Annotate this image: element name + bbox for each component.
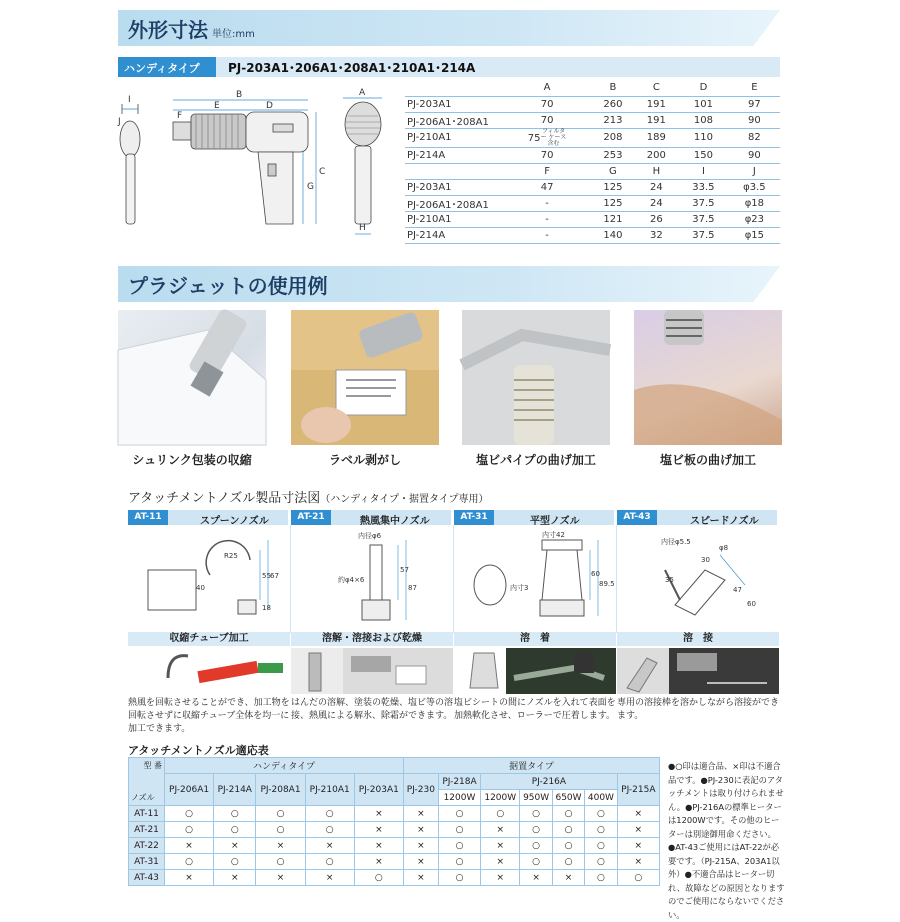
nozzle-code: AT-31: [454, 510, 494, 525]
dim-text: 47: [733, 586, 742, 594]
model-header: PJ-214A: [214, 774, 256, 806]
shrink-wrap-illustration: [118, 310, 266, 445]
dim-label-e: E: [214, 101, 220, 111]
compat-cell: ○: [438, 870, 480, 886]
value-cell: 150: [678, 147, 729, 163]
compat-cell: ○: [520, 838, 552, 854]
compat-cell: ×: [481, 822, 520, 838]
compat-cell: ×: [256, 838, 305, 854]
dim-label-d: D: [266, 101, 273, 111]
model-header: PJ-210A1: [305, 774, 354, 806]
compat-cell: ○: [481, 806, 520, 822]
compat-model-row: [129, 774, 660, 790]
section-title-usage: プラジェットの使用例: [128, 274, 328, 298]
compat-cell: ×: [403, 806, 438, 822]
value-cell: 101: [678, 96, 729, 112]
model-cell: PJ-210A1: [405, 128, 503, 147]
compat-cell: ○: [438, 822, 480, 838]
compat-cell: ○: [585, 838, 617, 854]
value-cell: 253: [591, 147, 634, 163]
compat-cell: ○: [256, 854, 305, 870]
dim-text: 18: [262, 604, 271, 612]
compat-cell: ○: [438, 806, 480, 822]
use-desc-melting: はんだの溶解、塗装の乾燥、塩ビ等の溶接、熱風による解氷、除霜ができます。: [291, 698, 454, 721]
compat-cell: ×: [481, 838, 520, 854]
corner-cell: [129, 758, 165, 806]
dim-text: 67: [270, 572, 279, 580]
compat-cell: ○: [305, 806, 354, 822]
value-cell: 24: [635, 179, 678, 195]
compat-cell: ○: [520, 854, 552, 870]
compat-cell: ×: [481, 870, 520, 886]
compat-cell: ○: [617, 870, 659, 886]
value-cell: 82: [729, 128, 780, 147]
use-label-welding: 溶 接: [617, 632, 779, 646]
use-photo-shrink-tube: [128, 648, 290, 694]
model-header: PJ-203A1: [354, 774, 403, 806]
value-cell: 260: [591, 96, 634, 112]
panel-divider: [616, 525, 617, 633]
model-cell: PJ-206A1･208A1: [405, 112, 503, 128]
pipe-bending-illustration: [462, 310, 610, 445]
model-header: PJ-215A: [617, 774, 659, 806]
compat-table: [128, 757, 660, 886]
compat-body: [129, 806, 660, 886]
dim-header-blank: [405, 80, 503, 96]
compat-cell: ○: [520, 806, 552, 822]
photo-pvc-sheet-bending: [634, 310, 782, 445]
compat-cell: ×: [165, 870, 214, 886]
use-photo-fusion: [454, 648, 616, 694]
dim-text: 30: [701, 556, 710, 564]
nozzle-name: スプーンノズル: [200, 516, 269, 527]
dim-header: B: [591, 80, 634, 96]
dim-text: 内寸42: [542, 531, 565, 539]
compat-cell: ×: [403, 838, 438, 854]
dim-header: G: [591, 163, 634, 179]
use-label-shrink-tube: 収縮チューブ加工: [128, 632, 290, 646]
value-cell: 32: [635, 227, 678, 243]
section-title-dimensions: [128, 14, 255, 43]
section-title-text: 外形寸法: [128, 18, 208, 42]
drawing-at43: [625, 530, 775, 625]
value-cell: φ18: [729, 195, 780, 211]
compat-cell: ×: [617, 838, 659, 854]
compat-cell: ×: [354, 806, 403, 822]
nozzle-code: AT-43: [617, 510, 657, 525]
handy-model-list: PJ-203A1･206A1･208A1･210A1･214A: [228, 61, 476, 75]
use-photo-welding: [617, 648, 779, 694]
nozzle-name-cell: AT-43: [129, 870, 165, 886]
dim-header: J: [729, 163, 780, 179]
compat-cell: ○: [552, 806, 584, 822]
corner-top-label: 型 番: [143, 761, 162, 770]
compat-cell: ○: [585, 822, 617, 838]
watt-header: 950W: [520, 790, 552, 806]
model-cell: PJ-203A1: [405, 179, 503, 195]
value-cell: 26: [635, 211, 678, 227]
table-row: [405, 147, 780, 163]
caption-pipe-bending: 塩ビパイプの曲げ加工: [476, 453, 596, 467]
dim-text: 40: [196, 584, 205, 592]
attachment-title-text: アタッチメントノズル製品寸法図: [128, 491, 321, 506]
filter-case-note: フィルター ケース含む: [540, 127, 567, 147]
dim-text: 60: [591, 570, 600, 578]
compat-cell: ○: [438, 838, 480, 854]
dimension-drawing: [118, 84, 403, 244]
nozzle-name: スピードノズル: [690, 516, 759, 527]
dim-label-a: A: [359, 88, 366, 98]
compat-cell: ○: [214, 806, 256, 822]
compat-cell: ×: [305, 838, 354, 854]
compat-title: アタッチメントノズル適応表: [128, 744, 269, 757]
value-cell: 47: [503, 179, 591, 195]
dim-label-j: J: [118, 117, 121, 127]
compat-cell: ○: [552, 822, 584, 838]
dimension-table: [405, 80, 780, 244]
table-row: [405, 128, 780, 147]
label-removal-illustration: [291, 310, 439, 445]
compat-cell: ×: [214, 870, 256, 886]
photo-shrink-wrap: [118, 310, 266, 445]
value-cell: φ3.5: [729, 179, 780, 195]
value-cell: φ23: [729, 211, 780, 227]
compat-cell: ○: [214, 822, 256, 838]
dim-header-blank: [405, 163, 503, 179]
use-label-melting: 溶解・溶接および乾燥: [291, 632, 453, 646]
compat-cell: ○: [552, 854, 584, 870]
photo-pvc-pipe-bending: [462, 310, 610, 445]
nozzle-name: 熱風集中ノズル: [360, 516, 430, 527]
drawing-at11: [140, 530, 280, 625]
compat-cell: ○: [438, 854, 480, 870]
value-cell: 208: [591, 128, 634, 147]
compat-cell: ×: [403, 870, 438, 886]
value-cell: 191: [635, 96, 678, 112]
compat-cell: ○: [354, 870, 403, 886]
table-row: [129, 854, 660, 870]
model-header: PJ-206A1: [165, 774, 214, 806]
model-cell: PJ-210A1: [405, 211, 503, 227]
value-cell: 213: [591, 112, 634, 128]
compat-cell: ×: [552, 870, 584, 886]
dim-text: R25: [224, 552, 238, 560]
nozzle-name-cell: AT-31: [129, 854, 165, 870]
dim-header: E: [729, 80, 780, 96]
value-cell: 140: [591, 227, 634, 243]
watt-header: 1200W: [438, 790, 480, 806]
dim-text: 内径φ6: [358, 532, 382, 540]
value-cell: -: [503, 227, 591, 243]
dim-text: 89.5: [599, 580, 615, 588]
nozzle-name-cell: AT-11: [129, 806, 165, 822]
value-cell: -: [503, 211, 591, 227]
compat-cell: ×: [256, 870, 305, 886]
nozzle-name-cell: AT-21: [129, 822, 165, 838]
model-cell: PJ-203A1: [405, 96, 503, 112]
dim-text: 内径φ5.5: [661, 538, 691, 546]
dim-text: 57: [400, 566, 409, 574]
dim-text: 87: [408, 584, 417, 592]
dim-text: 約φ4×6: [338, 576, 365, 584]
compat-cell: ×: [617, 806, 659, 822]
watt-header: 650W: [552, 790, 584, 806]
table-row: [405, 112, 780, 128]
compat-cell: ×: [403, 822, 438, 838]
dim-header: C: [635, 80, 678, 96]
drawing-at21: [300, 530, 450, 625]
value-cell: 37.5: [678, 227, 729, 243]
table-row: [129, 822, 660, 838]
compat-cell: ○: [585, 870, 617, 886]
dim-table-header-2: [405, 163, 780, 179]
watt-header: 1200W: [481, 790, 520, 806]
compat-cell: ×: [214, 838, 256, 854]
value-cell: 189: [635, 128, 678, 147]
value-cell: 70: [503, 112, 591, 128]
nozzle-code: AT-11: [128, 510, 168, 525]
compat-notes: ●○印は適合品、×印は不適合品です。●PJ-230に表記のアタッチメントは取り付けられません。●PJ-216Aの標準ヒーターは1200Wです。その他のヒーターは別途御用命ください。●AT-43ご使用にはAT-22が必要です。（PJ-215A、203A1以外）●不適合品はヒーター切れ、故障などの原因となりますのでご使用にならないでください。: [668, 761, 785, 920]
compat-cell: ×: [617, 854, 659, 870]
dim-label-c: C: [319, 167, 326, 177]
model-header: PJ-208A1: [256, 774, 305, 806]
dim-header: F: [503, 163, 591, 179]
caption-label-removal: ラベル剥がし: [328, 453, 401, 467]
value-cell: 33.5: [678, 179, 729, 195]
model-header: PJ-216A: [481, 774, 617, 790]
table-row: [129, 806, 660, 822]
value-cell-with-note: [503, 128, 591, 147]
value-cell: 97: [729, 96, 780, 112]
value-cell: 125: [591, 179, 634, 195]
compat-group-row: [129, 758, 660, 774]
value-text: 75: [527, 132, 541, 144]
drawing-at31: [462, 530, 615, 625]
value-cell: 191: [635, 112, 678, 128]
value-cell: 90: [729, 147, 780, 163]
compat-cell: ○: [256, 806, 305, 822]
dim-label-h: H: [359, 223, 366, 233]
value-cell: 37.5: [678, 211, 729, 227]
compat-cell: ○: [214, 854, 256, 870]
unit-label: 単位:mm: [212, 29, 255, 40]
compat-cell: ○: [305, 822, 354, 838]
compat-cell: ○: [305, 854, 354, 870]
use-desc-welding: 専用の溶接棒を溶かしながら溶接ができます。: [617, 698, 780, 721]
use-photo-melting: [291, 648, 453, 694]
dim-label-g: G: [307, 182, 314, 192]
value-cell: -: [503, 195, 591, 211]
dim-text: 35: [665, 576, 674, 584]
compat-cell: ○: [256, 822, 305, 838]
table-row: [405, 211, 780, 227]
compat-cell: ×: [481, 854, 520, 870]
compat-cell: ×: [354, 838, 403, 854]
value-cell: 70: [503, 96, 591, 112]
table-row: [129, 870, 660, 886]
nozzle-code: AT-21: [291, 510, 331, 525]
group-station: 据置タイプ: [403, 758, 659, 774]
value-cell: 70: [503, 147, 591, 163]
dim-text: 内寸3: [510, 584, 529, 592]
use-desc-shrink-tube: 熱風を回転させることができ、加工物を回転させずに収縮チューブ全体を均一に加工できます。: [128, 698, 290, 734]
attachment-subtitle: （ハンディタイプ・据置タイプ専用）: [320, 494, 489, 505]
use-desc-fusion: 塩ビシートの間にノズルを入れて表面を加熱軟化させ、ローラーで圧着します。: [454, 698, 616, 721]
model-header: PJ-218A: [438, 774, 480, 790]
value-cell: 125: [591, 195, 634, 211]
compat-cell: ○: [552, 838, 584, 854]
dim-table-header-1: [405, 80, 780, 96]
compat-cell: ×: [354, 854, 403, 870]
dim-header: I: [678, 163, 729, 179]
value-cell: 37.5: [678, 195, 729, 211]
use-label-fusion: 溶 着: [454, 632, 616, 646]
model-cell: PJ-214A: [405, 147, 503, 163]
value-cell: 90: [729, 112, 780, 128]
value-cell: 121: [591, 211, 634, 227]
dim-label-b: B: [236, 90, 243, 100]
panel-divider: [453, 525, 454, 633]
dim-header: A: [503, 80, 591, 96]
table-row: [405, 96, 780, 112]
dim-text: 60: [747, 600, 756, 608]
compat-cell: ×: [617, 822, 659, 838]
caption-sheet-bending: 塩ビ板の曲げ加工: [659, 453, 756, 467]
compat-cell: ○: [520, 822, 552, 838]
compat-cell: ○: [165, 854, 214, 870]
model-cell: PJ-214A: [405, 227, 503, 243]
table-row: [129, 838, 660, 854]
dim-text: φ8: [719, 544, 729, 552]
handy-type-badge: ハンディタイプ: [118, 57, 216, 77]
value-cell: 200: [635, 147, 678, 163]
corner-bottom-label: ノズル: [131, 793, 155, 802]
sheet-bending-illustration: [634, 310, 782, 445]
compat-cell: ×: [354, 822, 403, 838]
value-cell: 110: [678, 128, 729, 147]
dim-label-i: I: [128, 95, 131, 105]
compat-cell: ×: [520, 870, 552, 886]
watt-header: 400W: [585, 790, 617, 806]
compat-cell: ×: [305, 870, 354, 886]
caption-shrink-wrap: シュリンク包装の収縮: [132, 453, 252, 467]
value-cell: φ15: [729, 227, 780, 243]
dim-header: H: [635, 163, 678, 179]
photo-label-removal: [291, 310, 439, 445]
table-row: [405, 195, 780, 211]
attachment-title: [128, 487, 488, 506]
dim-label-f: F: [177, 111, 183, 121]
model-cell: PJ-206A1･208A1: [405, 195, 503, 211]
compat-cell: ○: [165, 822, 214, 838]
dim-header: D: [678, 80, 729, 96]
compat-cell: ○: [585, 854, 617, 870]
value-cell: 108: [678, 112, 729, 128]
table-row: [405, 227, 780, 243]
nozzle-name-cell: AT-22: [129, 838, 165, 854]
value-cell: 24: [635, 195, 678, 211]
model-header: PJ-230: [403, 774, 438, 806]
panel-divider: [290, 525, 291, 633]
compat-cell: ○: [165, 806, 214, 822]
compat-cell: ○: [585, 806, 617, 822]
compat-cell: ×: [165, 838, 214, 854]
dim-text: 55: [262, 572, 271, 580]
nozzle-name: 平型ノズル: [530, 516, 580, 527]
compat-cell: ×: [403, 854, 438, 870]
table-row: [405, 179, 780, 195]
group-handy: ハンディタイプ: [165, 758, 404, 774]
